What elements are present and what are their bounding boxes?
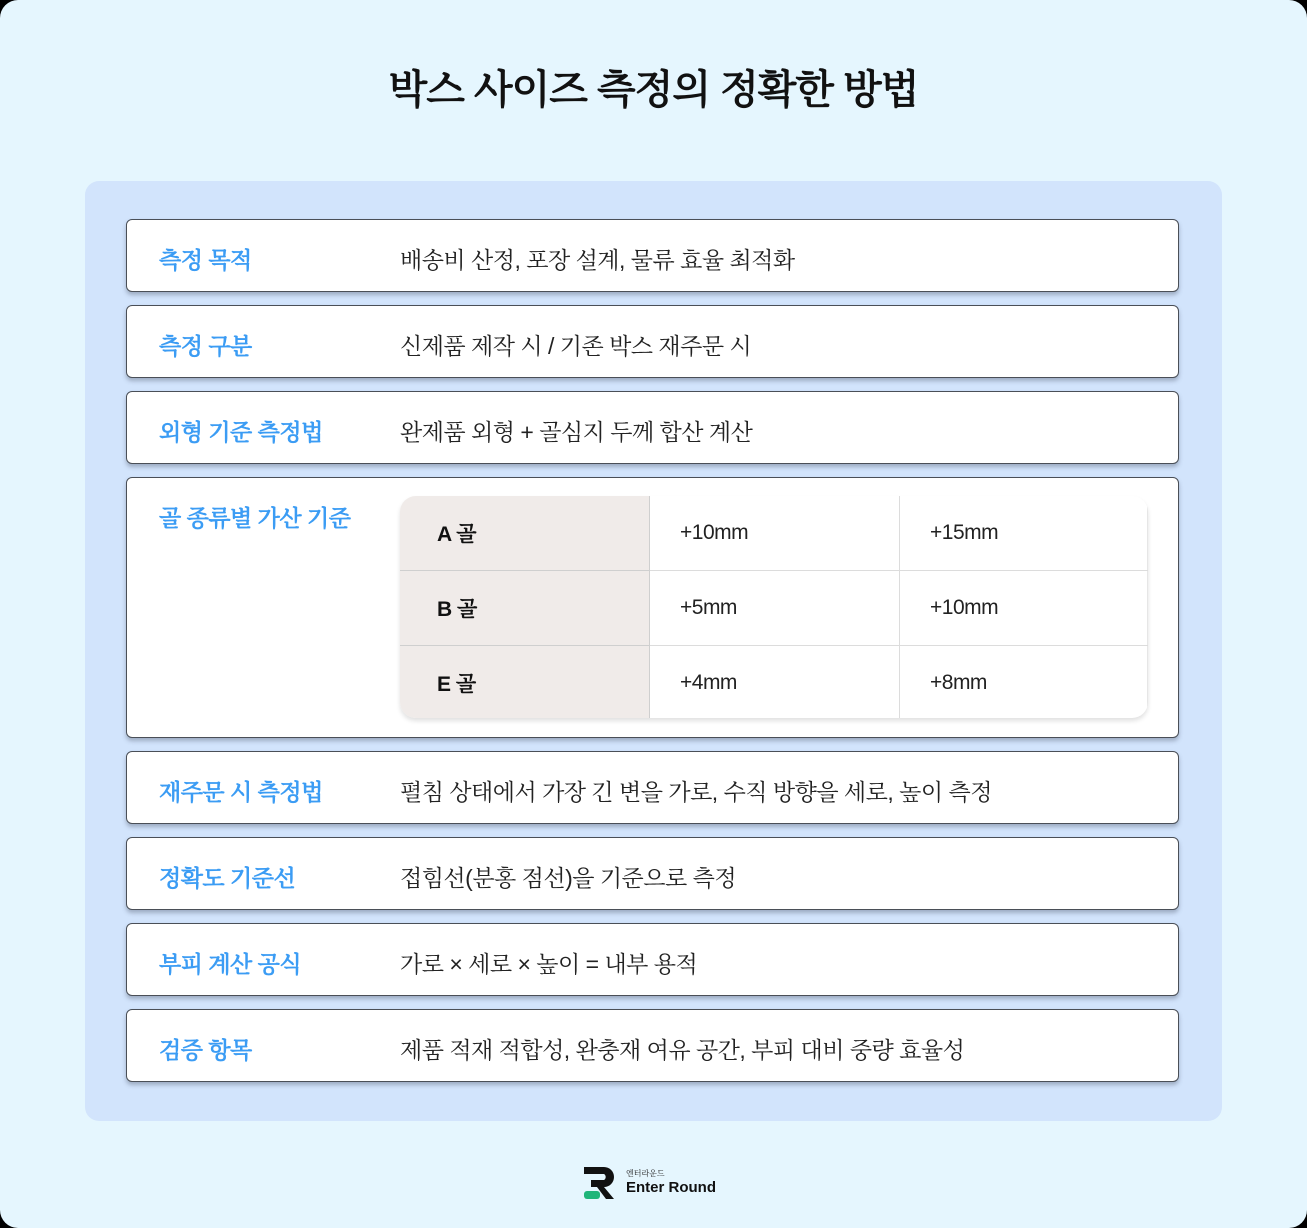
- row-label: 부피 계산 공식: [159, 951, 302, 977]
- row-label: 측정 목적: [159, 247, 252, 273]
- flute-type-cell: E 골: [400, 646, 650, 719]
- brand-text: [626, 1169, 716, 1197]
- allowance-cell: +5mm: [650, 571, 900, 646]
- row-value: 펼침 상태에서 가장 긴 변을 가로, 수직 방향을 세로, 높이 측정: [400, 779, 992, 805]
- brand-footer: [582, 1165, 716, 1201]
- allowance-cell: +10mm: [650, 496, 900, 571]
- row-accuracy-line: [126, 837, 1179, 910]
- page-title: 박스 사이즈 측정의 정확한 방법: [388, 68, 919, 112]
- row-label: 검증 항목: [159, 1037, 252, 1063]
- flute-table: [400, 496, 1148, 718]
- row-verification: [126, 1009, 1179, 1082]
- row-label: 재주문 시 측정법: [159, 779, 323, 805]
- table-row: [400, 571, 1148, 646]
- allowance-cell: +4mm: [650, 646, 900, 719]
- flute-type-cell: B 골: [400, 571, 650, 646]
- row-category: [126, 305, 1179, 378]
- table-row: [400, 496, 1148, 571]
- row-value: 가로 × 세로 × 높이 = 내부 용적: [400, 951, 698, 977]
- content-panel: [85, 181, 1222, 1121]
- row-purpose: [126, 219, 1179, 292]
- enter-round-logo-icon: [582, 1165, 618, 1201]
- row-flute-allowance: [126, 477, 1179, 738]
- table-row: [400, 646, 1148, 719]
- flute-type-cell: A 골: [400, 496, 650, 571]
- row-value: 신제품 제작 시 / 기존 박스 재주문 시: [400, 333, 752, 359]
- row-label: 골 종류별 가산 기준: [159, 505, 351, 531]
- row-reorder-method: [126, 751, 1179, 824]
- row-label: 측정 구분: [159, 333, 252, 359]
- brand-korean: 엔터라운드: [626, 1169, 665, 1178]
- allowance-cell: +8mm: [900, 646, 1148, 719]
- row-label: 외형 기준 측정법: [159, 419, 323, 445]
- row-value: 접힘선(분홍 점선)을 기준으로 측정: [400, 865, 737, 891]
- row-value: 완제품 외형 + 골심지 두께 합산 계산: [400, 419, 753, 445]
- row-outer-method: [126, 391, 1179, 464]
- brand-name: Enter Round: [626, 1179, 716, 1196]
- allowance-cell: +15mm: [900, 496, 1148, 571]
- row-label: 정확도 기준선: [159, 865, 296, 891]
- row-volume-formula: [126, 923, 1179, 996]
- row-value: 배송비 산정, 포장 설계, 물류 효율 최적화: [400, 247, 795, 273]
- row-value: 제품 적재 적합성, 완충재 여유 공간, 부피 대비 중량 효율성: [400, 1037, 965, 1063]
- allowance-cell: +10mm: [900, 571, 1148, 646]
